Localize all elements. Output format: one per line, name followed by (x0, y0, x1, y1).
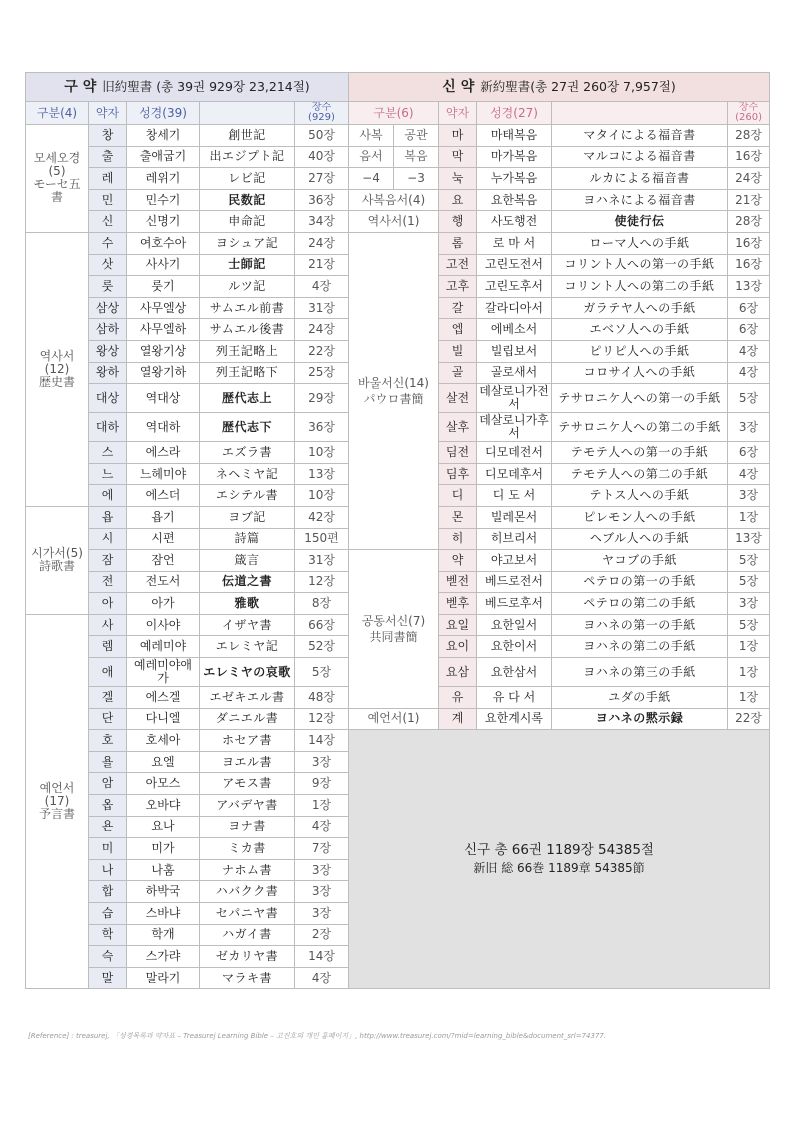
ot-book-korean: 사사기 (127, 254, 200, 276)
ot-book-japanese: 雅歌 (200, 593, 295, 615)
ot-book-chapters: 12장 (295, 708, 349, 730)
nt-book-chapters: 3장 (728, 593, 770, 615)
ot-book-korean: 레위기 (127, 168, 200, 190)
nt-book-chapters: 1장 (728, 506, 770, 528)
nt-book-korean: 유 다 서 (477, 687, 552, 709)
nt-book-abbr: 요이 (439, 636, 477, 658)
nt-book-japanese: テトス人への手紙 (552, 485, 728, 507)
ot-book-korean: 말라기 (127, 967, 200, 989)
nt-book-korean: 에베소서 (477, 319, 552, 341)
nt-book-japanese: テサロニケ人への第二の手紙 (552, 413, 728, 442)
nt-book-japanese: ピレモン人への手紙 (552, 506, 728, 528)
ot-book-japanese: ハガイ書 (200, 924, 295, 946)
nt-book-japanese: ガラテヤ人への手紙 (552, 297, 728, 319)
nt-group-gospel-four: −4 (349, 168, 394, 190)
ot-book-abbr: 학 (89, 924, 127, 946)
nt-book-chapters: 6장 (728, 297, 770, 319)
nt-book-japanese: ペテロの第一の手紙 (552, 571, 728, 593)
nt-book-korean: 빌립보서 (477, 340, 552, 362)
nt-book-abbr: 히 (439, 528, 477, 550)
nt-book-korean: 디모데후서 (477, 463, 552, 485)
ot-book-chapters: 14장 (295, 946, 349, 968)
ot-book-abbr: 렘 (89, 636, 127, 658)
ot-book-korean: 느헤미야 (127, 463, 200, 485)
nt-book-chapters: 22장 (728, 708, 770, 730)
nt-book-japanese: ヨハネの第三の手紙 (552, 658, 728, 687)
ot-book-chapters: 48장 (295, 687, 349, 709)
nt-book-abbr: 엡 (439, 319, 477, 341)
nt-book-korean: 고린도후서 (477, 276, 552, 298)
ot-book-japanese: サムエル前書 (200, 297, 295, 319)
ot-book-japanese: エレミヤ記 (200, 636, 295, 658)
ot-header-book: 성경(39) (127, 102, 200, 125)
nt-book-japanese: ユダの手紙 (552, 687, 728, 709)
ot-book-japanese: 伝道之書 (200, 571, 295, 593)
nt-book-japanese: コリント人への第二の手紙 (552, 276, 728, 298)
nt-book-korean: 요한이서 (477, 636, 552, 658)
ot-book-japanese: ゼカリヤ書 (200, 946, 295, 968)
nt-book-abbr: 행 (439, 211, 477, 233)
ot-book-korean: 욥기 (127, 506, 200, 528)
nt-book-japanese: エベソ人への手紙 (552, 319, 728, 341)
ot-book-abbr: 사 (89, 614, 127, 636)
ot-header-abbr: 약자 (89, 102, 127, 125)
ot-book-chapters: 52장 (295, 636, 349, 658)
ot-book-korean: 창세기 (127, 125, 200, 147)
nt-header-book: 성경(27) (477, 102, 552, 125)
ot-book-japanese: ダニエル書 (200, 708, 295, 730)
nt-book-abbr: 막 (439, 146, 477, 168)
nt-book-abbr: 롬 (439, 232, 477, 254)
ot-book-chapters: 40장 (295, 146, 349, 168)
ot-book-abbr: 전 (89, 571, 127, 593)
ot-book-abbr: 욘 (89, 816, 127, 838)
ot-book-korean: 열왕기상 (127, 340, 200, 362)
nt-book-chapters: 28장 (728, 211, 770, 233)
nt-header-group: 구분(6) (349, 102, 439, 125)
nt-book-abbr: 살후 (439, 413, 477, 442)
nt-book-chapters: 1장 (728, 687, 770, 709)
nt-group-prophecy: 예언서(1) (349, 708, 439, 730)
nt-book-korean: 마가복음 (477, 146, 552, 168)
ot-book-chapters: 5장 (295, 658, 349, 687)
nt-book-abbr: 요삼 (439, 658, 477, 687)
nt-book-korean: 디모데전서 (477, 442, 552, 464)
ot-book-japanese: サムエル後書 (200, 319, 295, 341)
ot-book-korean: 스가랴 (127, 946, 200, 968)
ot-book-korean: 시편 (127, 528, 200, 550)
ot-book-japanese: 出エジプト記 (200, 146, 295, 168)
ot-book-abbr: 단 (89, 708, 127, 730)
ot-book-abbr: 잠 (89, 550, 127, 572)
nt-book-japanese: ローマ人への手紙 (552, 232, 728, 254)
ot-book-chapters: 13장 (295, 463, 349, 485)
ot-book-korean: 에스라 (127, 442, 200, 464)
nt-group-gospel-four: 음서 (349, 146, 394, 168)
nt-book-chapters: 6장 (728, 442, 770, 464)
ot-book-korean: 다니엘 (127, 708, 200, 730)
nt-book-abbr: 빌 (439, 340, 477, 362)
ot-group-label: 시가서(5) 詩歌書 (26, 506, 89, 614)
nt-book-japanese: ヤコブの手紙 (552, 550, 728, 572)
ot-book-chapters: 14장 (295, 730, 349, 752)
ot-book-chapters: 2장 (295, 924, 349, 946)
ot-book-japanese: 歴代志下 (200, 413, 295, 442)
ot-book-abbr: 겔 (89, 687, 127, 709)
ot-book-korean: 학개 (127, 924, 200, 946)
nt-book-japanese: ヨハネの第二の手紙 (552, 636, 728, 658)
ot-book-korean: 여호수아 (127, 232, 200, 254)
nt-book-korean: 요한복음 (477, 189, 552, 211)
nt-group-gospels: 사복음서(4) (349, 189, 439, 211)
ot-book-korean: 민수기 (127, 189, 200, 211)
nt-book-abbr: 디 (439, 485, 477, 507)
ot-book-japanese: 創世記 (200, 125, 295, 147)
ot-book-japanese: セパニヤ書 (200, 903, 295, 925)
nt-book-japanese: ヨハネの黙示録 (552, 708, 728, 730)
totals-summary (349, 730, 770, 989)
nt-book-abbr: 고후 (439, 276, 477, 298)
nt-book-korean: 히브리서 (477, 528, 552, 550)
nt-book-japanese: コロサイ人への手紙 (552, 362, 728, 384)
ot-book-japanese: ハバクク書 (200, 881, 295, 903)
nt-book-abbr: 딤전 (439, 442, 477, 464)
reference-note: [Reference] : treasurej, 「성경목록과 약자표 – Treasurej Learning Bible – 고진호의 개인 홈페이지」, http://www.treasurej.com/?mid=learning_bible&document_srl=74377. (28, 1032, 607, 1040)
nt-book-chapters: 4장 (728, 463, 770, 485)
nt-book-abbr: 몬 (439, 506, 477, 528)
nt-book-japanese: マルコによる福音書 (552, 146, 728, 168)
ot-book-chapters: 9장 (295, 773, 349, 795)
ot-title: 구 약 旧約聖書 (총 39권 929장 23,214절) (26, 73, 349, 102)
ot-book-chapters: 3장 (295, 903, 349, 925)
nt-book-chapters: 3장 (728, 413, 770, 442)
ot-book-japanese: レビ記 (200, 168, 295, 190)
ot-book-korean: 전도서 (127, 571, 200, 593)
ot-book-chapters: 66장 (295, 614, 349, 636)
nt-book-chapters: 6장 (728, 319, 770, 341)
nt-book-abbr: 딤후 (439, 463, 477, 485)
nt-book-korean: 베드로전서 (477, 571, 552, 593)
ot-book-abbr: 느 (89, 463, 127, 485)
ot-book-chapters: 34장 (295, 211, 349, 233)
ot-book-abbr: 삿 (89, 254, 127, 276)
ot-book-japanese: イザヤ書 (200, 614, 295, 636)
ot-book-korean: 에스더 (127, 485, 200, 507)
nt-book-korean: 골로새서 (477, 362, 552, 384)
nt-group-synoptic: 공관 (394, 125, 439, 147)
ot-book-abbr: 애 (89, 658, 127, 687)
ot-book-japanese: マラキ書 (200, 967, 295, 989)
nt-book-chapters: 5장 (728, 571, 770, 593)
ot-book-korean: 룻기 (127, 276, 200, 298)
ot-book-korean: 미가 (127, 838, 200, 860)
ot-book-abbr: 출 (89, 146, 127, 168)
nt-book-korean: 빌레몬서 (477, 506, 552, 528)
ot-book-korean: 신명기 (127, 211, 200, 233)
ot-book-korean: 에스겔 (127, 687, 200, 709)
ot-book-abbr: 합 (89, 881, 127, 903)
nt-book-korean: 마태복음 (477, 125, 552, 147)
ot-book-chapters: 31장 (295, 550, 349, 572)
nt-book-abbr: 벧후 (439, 593, 477, 615)
nt-book-japanese: ヨハネの第一の手紙 (552, 614, 728, 636)
ot-book-abbr: 신 (89, 211, 127, 233)
nt-book-abbr: 살전 (439, 384, 477, 413)
ot-book-japanese: アバデヤ書 (200, 795, 295, 817)
ot-book-japanese: エシテル書 (200, 485, 295, 507)
nt-book-abbr: 갈 (439, 297, 477, 319)
ot-book-chapters: 29장 (295, 384, 349, 413)
ot-book-abbr: 대상 (89, 384, 127, 413)
nt-book-korean: 요한삼서 (477, 658, 552, 687)
nt-book-japanese: テモテ人への第一の手紙 (552, 442, 728, 464)
bible-table (25, 72, 770, 989)
ot-book-japanese: ヨナ書 (200, 816, 295, 838)
nt-book-chapters: 13장 (728, 276, 770, 298)
ot-book-chapters: 27장 (295, 168, 349, 190)
ot-book-korean: 출애굽기 (127, 146, 200, 168)
nt-book-korean: 고린도전서 (477, 254, 552, 276)
nt-book-korean: 갈라디아서 (477, 297, 552, 319)
ot-book-chapters: 1장 (295, 795, 349, 817)
ot-book-chapters: 7장 (295, 838, 349, 860)
ot-book-korean: 잠언 (127, 550, 200, 572)
ot-book-abbr: 삼하 (89, 319, 127, 341)
ot-book-abbr: 시 (89, 528, 127, 550)
nt-book-korean: 사도행전 (477, 211, 552, 233)
ot-book-abbr: 욜 (89, 751, 127, 773)
ot-book-korean: 아모스 (127, 773, 200, 795)
totals-korean: 신구 총 66권 1189장 54385절 (464, 842, 654, 859)
ot-book-japanese: ヨブ記 (200, 506, 295, 528)
ot-book-chapters: 24장 (295, 232, 349, 254)
ot-book-japanese: ヨエル書 (200, 751, 295, 773)
nt-book-chapters: 16장 (728, 254, 770, 276)
nt-book-abbr: 약 (439, 550, 477, 572)
ot-book-abbr: 옵 (89, 795, 127, 817)
ot-book-chapters: 3장 (295, 751, 349, 773)
ot-book-korean: 사무엘하 (127, 319, 200, 341)
ot-group-label: 예언서 (17) 予言書 (26, 614, 89, 989)
nt-book-abbr: 요 (439, 189, 477, 211)
ot-book-chapters: 3장 (295, 859, 349, 881)
nt-book-chapters: 4장 (728, 340, 770, 362)
nt-book-korean: 요한계시록 (477, 708, 552, 730)
ot-group-label: 역사서 (12) 歴史書 (26, 232, 89, 506)
nt-book-japanese: 使徒行伝 (552, 211, 728, 233)
nt-book-korean: 디 도 서 (477, 485, 552, 507)
ot-header-chapters: 장수 (929) (295, 102, 349, 125)
nt-book-japanese: コリント人への第一の手紙 (552, 254, 728, 276)
ot-book-korean: 사무엘상 (127, 297, 200, 319)
ot-book-korean: 오바댜 (127, 795, 200, 817)
nt-book-japanese: ピリピ人への手紙 (552, 340, 728, 362)
nt-book-abbr: 요일 (439, 614, 477, 636)
ot-book-japanese: 詩篇 (200, 528, 295, 550)
ot-book-korean: 역대하 (127, 413, 200, 442)
ot-header-group: 구분(4) (26, 102, 89, 125)
ot-book-chapters: 12장 (295, 571, 349, 593)
ot-book-chapters: 50장 (295, 125, 349, 147)
nt-book-korean: 요한일서 (477, 614, 552, 636)
nt-book-chapters: 28장 (728, 125, 770, 147)
nt-book-chapters: 21장 (728, 189, 770, 211)
nt-book-chapters: 5장 (728, 550, 770, 572)
ot-header-blank (200, 102, 295, 125)
ot-book-abbr: 삼상 (89, 297, 127, 319)
ot-book-abbr: 미 (89, 838, 127, 860)
ot-book-abbr: 말 (89, 967, 127, 989)
nt-header-blank (552, 102, 728, 125)
ot-book-korean: 나훔 (127, 859, 200, 881)
nt-book-abbr: 벧전 (439, 571, 477, 593)
nt-book-korean: 데살로니가전서 (477, 384, 552, 413)
nt-book-korean: 야고보서 (477, 550, 552, 572)
ot-book-chapters: 3장 (295, 881, 349, 903)
ot-book-korean: 예레미야 (127, 636, 200, 658)
ot-book-korean: 스바냐 (127, 903, 200, 925)
ot-group-label: 모세오경 (5) モーセ五 書 (26, 125, 89, 233)
ot-book-abbr: 룻 (89, 276, 127, 298)
nt-book-korean: 데살로니가후서 (477, 413, 552, 442)
nt-book-chapters: 3장 (728, 485, 770, 507)
ot-book-japanese: ヨシュア記 (200, 232, 295, 254)
ot-book-abbr: 나 (89, 859, 127, 881)
ot-book-japanese: 歴代志上 (200, 384, 295, 413)
nt-book-korean: 베드로후서 (477, 593, 552, 615)
ot-book-japanese: ミカ書 (200, 838, 295, 860)
nt-book-abbr: 계 (439, 708, 477, 730)
nt-book-chapters: 1장 (728, 636, 770, 658)
ot-book-abbr: 왕하 (89, 362, 127, 384)
nt-group-general: 공동서신(7) 共同書簡 (349, 550, 439, 709)
nt-book-chapters: 4장 (728, 362, 770, 384)
nt-book-japanese: テモテ人への第二の手紙 (552, 463, 728, 485)
ot-book-korean: 요엘 (127, 751, 200, 773)
ot-book-japanese: ネヘミヤ記 (200, 463, 295, 485)
nt-book-japanese: テサロニケ人への第一の手紙 (552, 384, 728, 413)
nt-group-synoptic: −3 (394, 168, 439, 190)
ot-book-japanese: 民数記 (200, 189, 295, 211)
ot-book-abbr: 호 (89, 730, 127, 752)
ot-book-abbr: 슥 (89, 946, 127, 968)
ot-book-japanese: アモス書 (200, 773, 295, 795)
nt-header-abbr: 약자 (439, 102, 477, 125)
ot-book-abbr: 에 (89, 485, 127, 507)
ot-book-chapters: 36장 (295, 189, 349, 211)
nt-book-chapters: 5장 (728, 614, 770, 636)
ot-book-japanese: ルツ記 (200, 276, 295, 298)
nt-book-abbr: 골 (439, 362, 477, 384)
ot-book-japanese: エレミヤの哀歌 (200, 658, 295, 687)
ot-book-abbr: 암 (89, 773, 127, 795)
nt-book-korean: 로 마 서 (477, 232, 552, 254)
ot-book-japanese: 箴言 (200, 550, 295, 572)
ot-book-chapters: 4장 (295, 967, 349, 989)
ot-book-korean: 요나 (127, 816, 200, 838)
ot-book-abbr: 습 (89, 903, 127, 925)
nt-book-chapters: 16장 (728, 232, 770, 254)
ot-book-korean: 호세아 (127, 730, 200, 752)
ot-book-japanese: ホセア書 (200, 730, 295, 752)
nt-title: 신 약 新約聖書(총 27권 260장 7,957절) (349, 73, 770, 102)
ot-book-japanese: エズラ書 (200, 442, 295, 464)
ot-book-chapters: 42장 (295, 506, 349, 528)
ot-book-abbr: 욥 (89, 506, 127, 528)
ot-book-chapters: 25장 (295, 362, 349, 384)
ot-book-chapters: 150편 (295, 528, 349, 550)
ot-book-chapters: 10장 (295, 485, 349, 507)
nt-group-synoptic: 복음 (394, 146, 439, 168)
nt-book-chapters: 1장 (728, 658, 770, 687)
ot-book-chapters: 21장 (295, 254, 349, 276)
nt-book-chapters: 5장 (728, 384, 770, 413)
ot-book-abbr: 스 (89, 442, 127, 464)
ot-book-japanese: 士師記 (200, 254, 295, 276)
totals-japanese: 新旧 総 66巻 1189章 54385節 (473, 861, 645, 876)
ot-book-abbr: 레 (89, 168, 127, 190)
ot-book-abbr: 대하 (89, 413, 127, 442)
nt-group-history: 역사서(1) (349, 211, 439, 233)
ot-book-chapters: 22장 (295, 340, 349, 362)
nt-book-japanese: マタイによる福音書 (552, 125, 728, 147)
ot-book-chapters: 36장 (295, 413, 349, 442)
ot-book-japanese: エゼキエル書 (200, 687, 295, 709)
ot-book-korean: 예레미야애가 (127, 658, 200, 687)
ot-book-korean: 하박국 (127, 881, 200, 903)
ot-book-chapters: 4장 (295, 276, 349, 298)
ot-book-chapters: 10장 (295, 442, 349, 464)
ot-book-chapters: 31장 (295, 297, 349, 319)
ot-book-chapters: 24장 (295, 319, 349, 341)
nt-book-chapters: 16장 (728, 146, 770, 168)
ot-book-abbr: 창 (89, 125, 127, 147)
nt-book-japanese: ヨハネによる福音書 (552, 189, 728, 211)
nt-book-korean: 누가복음 (477, 168, 552, 190)
ot-book-chapters: 8장 (295, 593, 349, 615)
ot-book-chapters: 4장 (295, 816, 349, 838)
nt-book-abbr: 마 (439, 125, 477, 147)
nt-book-japanese: ヘブル人への手紙 (552, 528, 728, 550)
nt-group-gospel-four: 사복 (349, 125, 394, 147)
nt-book-abbr: 유 (439, 687, 477, 709)
ot-book-abbr: 왕상 (89, 340, 127, 362)
nt-book-japanese: ルカによる福音書 (552, 168, 728, 190)
ot-book-abbr: 수 (89, 232, 127, 254)
ot-book-japanese: 列王記略上 (200, 340, 295, 362)
ot-book-korean: 역대상 (127, 384, 200, 413)
nt-book-chapters: 13장 (728, 528, 770, 550)
ot-book-abbr: 민 (89, 189, 127, 211)
nt-book-abbr: 눅 (439, 168, 477, 190)
nt-book-chapters: 24장 (728, 168, 770, 190)
ot-book-japanese: 申命記 (200, 211, 295, 233)
ot-book-korean: 열왕기하 (127, 362, 200, 384)
ot-book-japanese: 列王記略下 (200, 362, 295, 384)
nt-header-chapters: 장수 (260) (728, 102, 770, 125)
ot-book-korean: 이사야 (127, 614, 200, 636)
nt-book-japanese: ペテロの第二の手紙 (552, 593, 728, 615)
nt-book-abbr: 고전 (439, 254, 477, 276)
ot-book-abbr: 아 (89, 593, 127, 615)
ot-book-korean: 아가 (127, 593, 200, 615)
ot-book-japanese: ナホム書 (200, 859, 295, 881)
nt-group-pauline: 바울서신(14) パウロ書簡 (349, 232, 439, 549)
